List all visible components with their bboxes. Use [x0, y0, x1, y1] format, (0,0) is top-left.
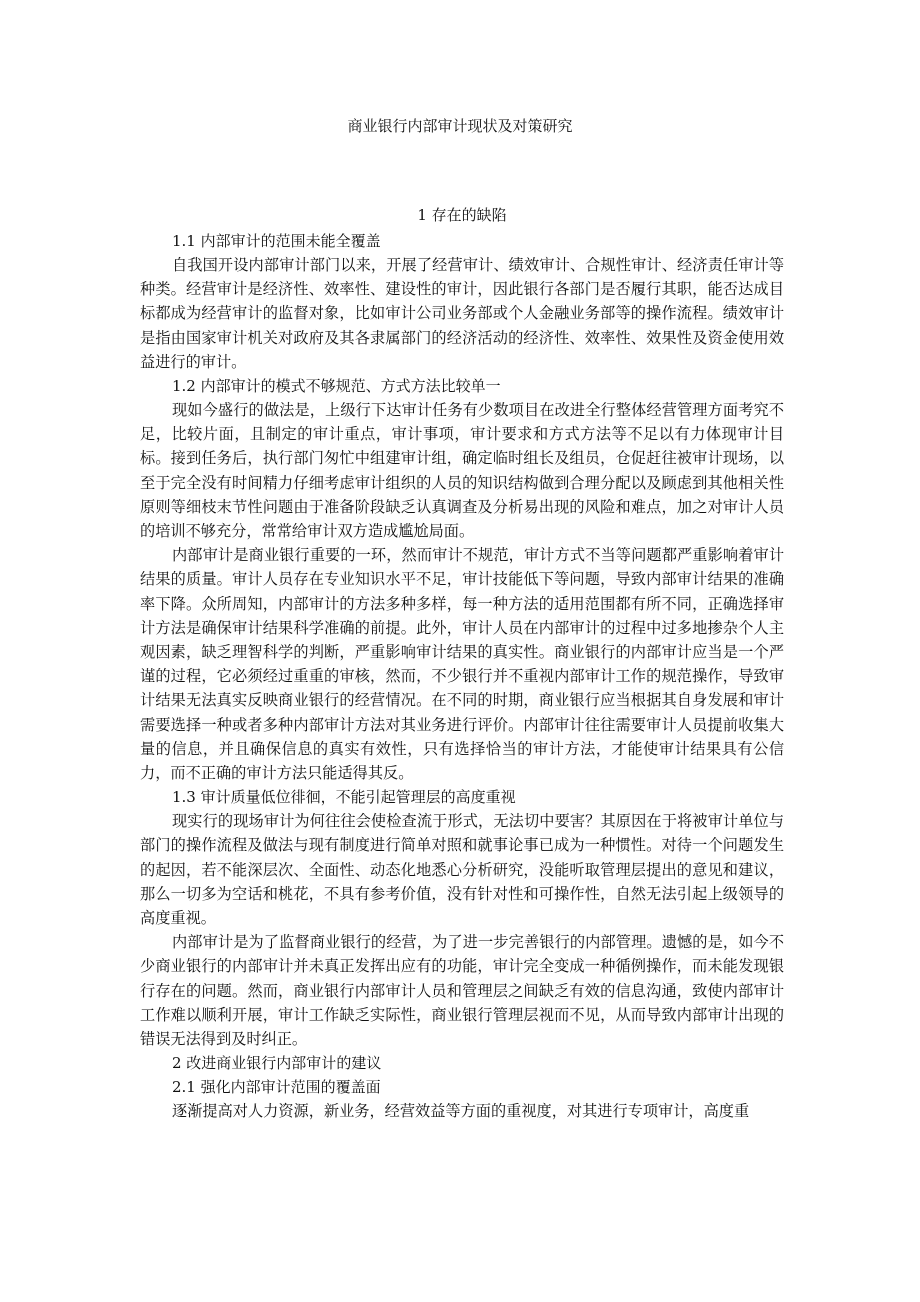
paragraph: 现如今盛行的做法是，上级行下达审计任务有少数项目在改进全行整体经营管理方面考究不足，比较片面，且制定的审计重点，审计事项，审计要求和方式方法等不足以有力体现审计目标。接到任务后，执行部门匆忙中组建审计组，确定临时组长及组员，仓促赶往被审计现场，以至于完全没有时间精力仔细考虑审计组织的人员的知识结构做到合理分配以及顾虑到其他相关性原则等细枝末节性问题由于准备阶段缺乏认真调查及分析易出现的风险和难点，加之对审计人员的培训不够充分，常常给审计双方造成尴尬局面。 — [140, 401, 784, 541]
document-body — [140, 203, 784, 1124]
document-title: 商业银行内部审计现状及对策研究 — [347, 117, 573, 135]
paragraph: 自我国开设内部审计部门以来，开展了经营审计、绩效审计、合规性审计、经济责任审计等种类。经营审计是经济性、效率性、建设性的审计，因此银行各部门是否履行其职，能否达成目标都成为经营审计的监督对象，比如审计公司业务部或个人金融业务部等的操作流程。绩效审计是指由国家审计机关对政府及其各隶属部门的经济活动的经济性、效率性、效果性及资金使用效益进行的审计。 — [140, 256, 784, 371]
paragraph: 内部审计是商业银行重要的一环，然而审计不规范，审计方式不当等问题都严重影响着审计结果的质量。审计人员存在专业知识水平不足，审计技能低下等问题，导致内部审计结果的准确率下降。众所周知，内部审计的方法多种多样，每一种方法的适用范围都有所不同，正确选择审计方法是确保审计结果科学准确的前提。此外，审计人员在内部审计的过程中过多地掺杂个人主观因素，缺乏理智科学的判断，严重影响审计结果的真实性。商业银行的内部审计应当是一个严谨的过程，它必须经过重重的审核，然而，不少银行并不重视内部审计工作的规范操作，导致审计结果无法真实反映商业银行的经营情况。在不同的时期，商业银行应当根据其自身发展和审计需要选择一种或者多种内部审计方法对其业务进行评价。内部审计往往需要审计人员提前收集大量的信息，并且确保信息的真实有效性，只有选择恰当的审计方法，才能使审计结果具有公信力，而不正确的审计方法只能适得其反。 — [140, 546, 784, 783]
section-heading-2: 2 改进商业银行内部审计的建议 — [172, 1054, 382, 1073]
subsection-heading-1-1: 1.1 内部审计的范围未能全覆盖 — [172, 232, 381, 250]
subsection-heading-1-2: 1.2 内部审计的模式不够规范、方式方法比较单一 — [172, 377, 501, 396]
paragraph: 现实行的现场审计为何往往会使检查流于形式，无法切中要害？其原因在于将被审计单位与部门的操作流程及做法与现有制度进行简单对照和就事论事已成为一种惯性。对待一个问题发生的起因，若不能深层次、全面性、动态化地悉心分析研究，没能听取管理层提出的意见和建议，那么一切多为空话和桃花，不具有参考价值，没有针对性和可操作性，自然无法引起上级领导的高度重视。 — [140, 812, 784, 928]
subsection-heading-2-1: 2.1 强化内部审计范围的覆盖面 — [172, 1078, 381, 1097]
paragraph: 内部审计是为了监督商业银行的经营，为了进一步完善银行的内部管理。遗憾的是，如今不少商业银行的内部审计并未真正发挥出应有的功能，审计完全变成一种循例操作，而未能发现银行存在的问题。然而，商业银行内部审计人员和管理层之间缺乏有效的信息沟通，致使内部审计工作难以顺利开展，审计工作缺乏实际性，商业银行管理层视而不见，从而导致内部审计出现的错误无法得到及时纠正。 — [140, 933, 784, 1049]
subsection-heading-1-3: 1.3 审计质量低位徘徊，不能引起管理层的高度重视 — [172, 788, 516, 807]
section-heading-1: 1 存在的缺陷 — [417, 206, 507, 224]
paragraph: 逐渐提高对人力资源，新业务，经营效益等方面的重视度，对其进行专项审计，高度重 — [172, 1102, 750, 1121]
